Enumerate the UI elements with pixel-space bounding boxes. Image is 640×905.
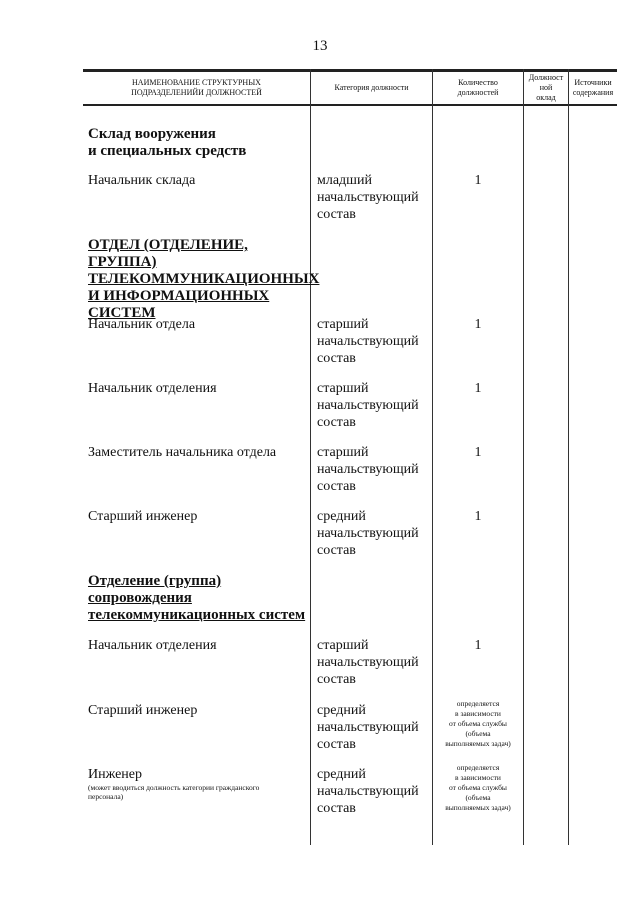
count-note: определяется в зависимости от объема службы (объема выполняемых задач) (445, 763, 511, 812)
position-category: средний начальствующий состав (317, 767, 419, 816)
position-category: старший начальствующий состав (317, 381, 419, 430)
position-count: 1 (474, 173, 482, 188)
position-name: Инженер (может вводиться должность категории гражданского персонала) (88, 766, 310, 801)
position-count: 1 (474, 638, 482, 653)
position-name: Начальник отдела (88, 317, 196, 332)
position-name: Начальник отделения (88, 381, 217, 396)
position-category: старший начальствующий состав (317, 317, 419, 366)
section-heading: Склад вооружения и специальных средств (88, 126, 247, 159)
position-category: средний начальствующий состав (317, 703, 419, 752)
position-category: средний начальствующий состав (317, 509, 419, 558)
header-count: Количество должностей (457, 78, 499, 97)
header-structural-units: НАИМЕНОВАНИЕ СТРУКТУРНЫХ ПОДРАЗДЕЛЕНИЙИ ДОЛЖНОСТЕЙ (131, 78, 262, 97)
header-funding-source: Источники содержания (572, 78, 614, 97)
column-divider (523, 69, 524, 845)
header-salary: Должност ной оклад (528, 73, 564, 102)
page-number: 13 (312, 38, 328, 54)
position-name: Заместитель начальника отдела (88, 445, 277, 460)
section-heading: ОТДЕЛ (ОТДЕЛЕНИЕ, ГРУППА) ТЕЛЕКОММУНИКАЦИОННЫХ И ИНФОРМАЦИОННЫХ СИСТЕМ (88, 237, 320, 321)
position-name: Начальник склада (88, 173, 196, 188)
position-count: 1 (474, 381, 482, 396)
position-category: старший начальствующий состав (317, 638, 419, 687)
column-divider (310, 69, 311, 845)
section-heading: Отделение (группа) сопровождения телекоммуникационных систем (88, 573, 306, 623)
header-category: Категория должности (334, 83, 409, 92)
position-category: младший начальствующий состав (317, 173, 419, 222)
position-name: Старший инженер (88, 703, 198, 718)
column-divider (568, 69, 569, 845)
position-name: Старший инженер (88, 509, 198, 524)
position-name: Начальник отделения (88, 638, 217, 653)
position-category: старший начальствующий состав (317, 445, 419, 494)
position-count: 1 (474, 317, 482, 332)
position-subnote: (может вводиться должность категории гражданского персонала) (88, 783, 260, 801)
position-count: 1 (474, 445, 482, 460)
count-note: определяется в зависимости от объема службы (объема выполняемых задач) (445, 699, 511, 748)
table-header-rule (83, 104, 617, 106)
position-count: 1 (474, 509, 482, 524)
